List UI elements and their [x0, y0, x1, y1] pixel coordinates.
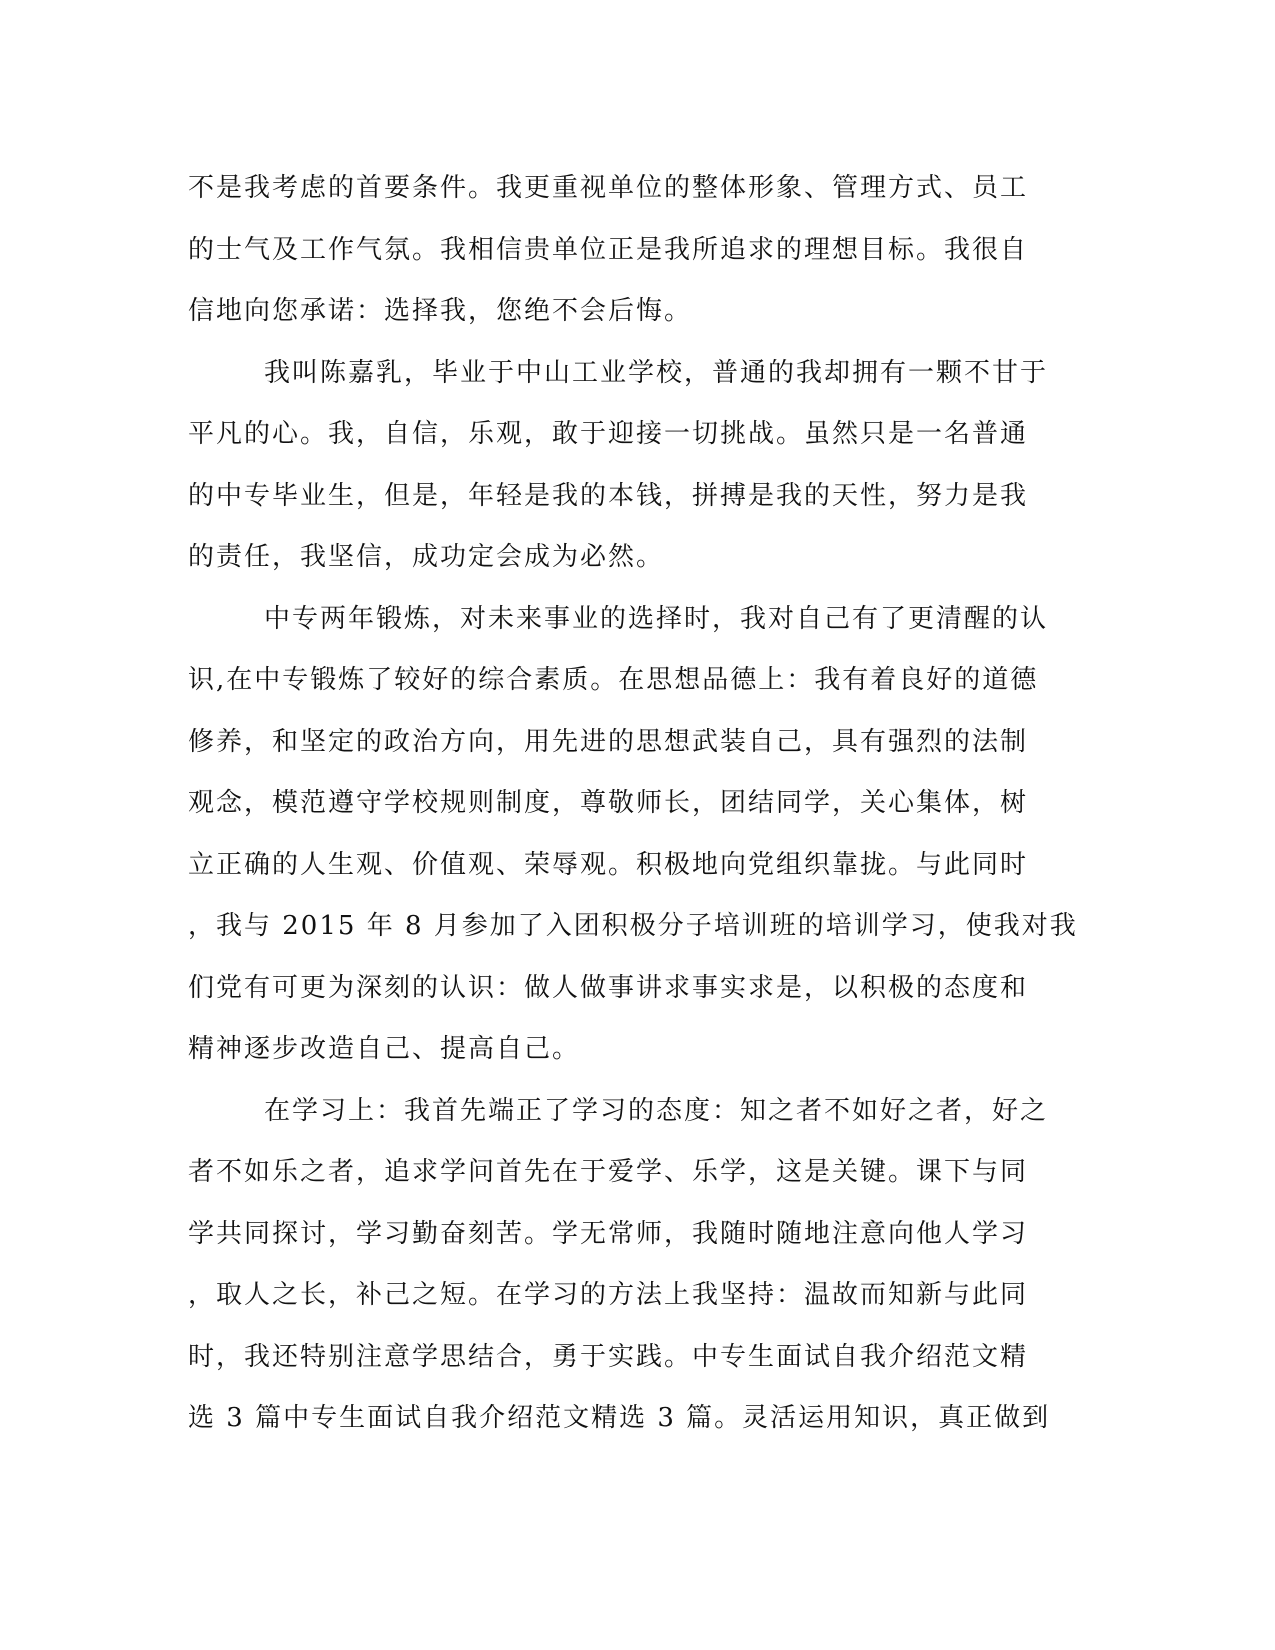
text-line: 时，我还特别注意学思结合，勇于实践。中专生面试自我介绍范文精 — [188, 1341, 1029, 1372]
text-line: 修养，和坚定的政治方向，用先进的思想武装自己，具有强烈的法制 — [188, 726, 1029, 757]
text-line: 平凡的心。我，自信，乐观，敢于迎接一切挑战。虽然只是一名普通 — [188, 419, 1029, 449]
text-line: 精神逐步改造自己、提高自己。 — [188, 1034, 581, 1064]
text-line: 识,在中专锻炼了较好的综合素质。在思想品德上：我有着良好的道德 — [188, 665, 1039, 695]
paragraph-first-line: 中专两年锻炼，对未来事业的选择时，我对自己有了更清醒的认 — [264, 603, 1049, 634]
text-line: 信地向您承诺：选择我，您绝不会后悔。 — [188, 296, 693, 326]
text-line: 们党有可更为深刻的认识：做人做事讲求事实求是，以积极的态度和 — [188, 972, 1029, 1003]
body-text — [188, 158, 1078, 1450]
paragraph-first-line: 在学习上：我首先端正了学习的态度：知之者不如好之者，好之 — [264, 1095, 1049, 1126]
text-line: 不是我考虑的首要条件。我更重视单位的整体形象、管理方式、员工 — [188, 173, 1029, 203]
text-line: 观念，模范遵守学校规则制度，尊敬师长，团结同学，关心集体，树 — [188, 788, 1029, 818]
paragraph-first-line: 我叫陈嘉乳，毕业于中山工业学校，普通的我却拥有一颗不甘于 — [264, 357, 1049, 388]
text-line: 的责任，我坚信，成功定会成为必然。 — [188, 542, 665, 572]
text-line: 选 3 篇中专生面试自我介绍范文精选 3 篇。灵活运用知识，真正做到 — [188, 1403, 1051, 1433]
text-line: ，我与 2015 年 8 月参加了入团积极分子培训班的培训学习，使我对我 — [188, 911, 1078, 941]
text-line: 立正确的人生观、价值观、荣辱观。积极地向党组织靠拢。与此同时 — [188, 849, 1029, 880]
text-line: 者不如乐之者，追求学问首先在于爱学、乐学，这是关键。课下与同 — [188, 1157, 1029, 1187]
text-line: ，取人之长，补己之短。在学习的方法上我坚持：温故而知新与此同 — [188, 1280, 1029, 1310]
text-line: 的中专毕业生，但是，年轻是我的本钱，拼搏是我的天性，努力是我 — [188, 480, 1029, 511]
text-line: 的士气及工作气氛。我相信贵单位正是我所追求的理想目标。我很自 — [188, 234, 1029, 265]
text-line: 学共同探讨，学习勤奋刻苦。学无常师，我随时随地注意向他人学习 — [188, 1218, 1029, 1249]
